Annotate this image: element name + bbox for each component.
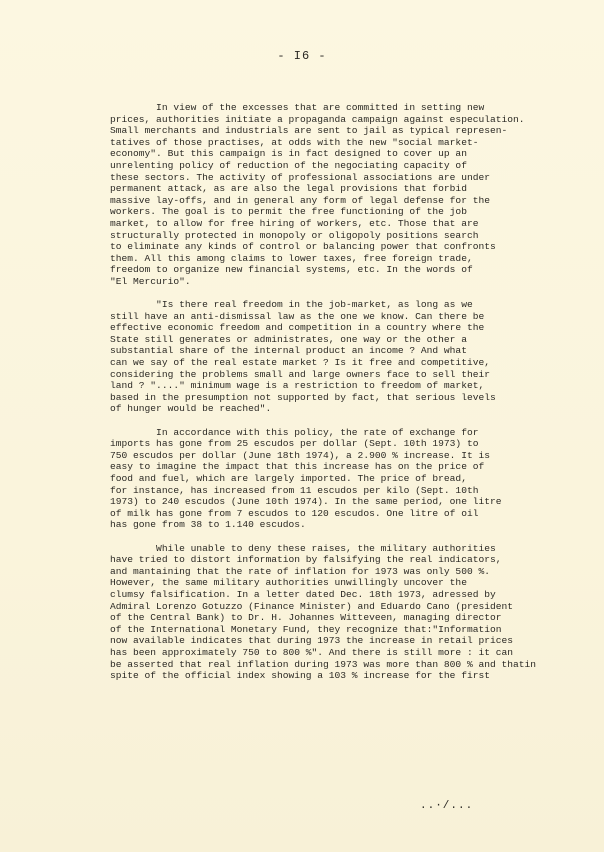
paragraph [110, 102, 550, 288]
text-line: be asserted that real inflation during 1973 was more than 800 % and thatin [110, 658, 537, 670]
text-line: have tried to distort information by falsifying the real indicators, [110, 554, 502, 566]
text-line: clumsy falsification. In a letter dated Dec. 18th 1973, adressed by [110, 588, 496, 600]
text-line: has been approximately 750 to 800 %". And there is still more : it can [110, 646, 514, 658]
text-line: economy". But this campaign is in fact designed to cover up an [110, 148, 467, 160]
text-line: can we say of the real estate market ? Is it free and competitive, [110, 357, 490, 369]
body-text [110, 102, 550, 693]
text-line: massive lay-offs, and in general any form of legal defense for the [110, 194, 490, 206]
text-line: these sectors. The activity of professional associations are under [110, 171, 490, 183]
text-line: food and fuel, which are largely imported. The price of bread, [110, 473, 467, 484]
text-line: for instance, has increased from 11 escudos per kilo (Sept. 10th [110, 484, 479, 496]
text-line: to eliminate any kinds of control or balancing power that confronts [110, 241, 496, 253]
text-line: structurally protected in monopoly or oligopoly positions search [110, 229, 479, 241]
text-line: State still generates or administrates, one way or the other a [110, 333, 467, 345]
text-line: effective economic freedom and competition in a country where the [110, 322, 485, 334]
text-line: land ? "...." minimum wage is a restriction to freedom of market, [110, 380, 485, 392]
page-number: - I6 - [277, 49, 327, 63]
text-line: and mantaining that the rate of inflation for 1973 was only 500 %. [110, 565, 490, 577]
text-line: spite of the official index showing a 103 % increase for the first [110, 670, 490, 682]
text-line: prices, authorities initiate a propaganda campaign against especulation. [110, 113, 525, 125]
paragraph [110, 299, 550, 415]
text-line: of the International Monetary Fund, they recognize that:"Information [110, 623, 502, 635]
text-line: substantial share of the internal product an income ? And what [110, 345, 467, 357]
continuation-marker: ..·/... [420, 800, 474, 812]
text-line: Small merchants and industrials are sent to jail as typical represen- [110, 125, 508, 137]
text-line: In view of the excesses that are committed in setting new [110, 102, 485, 113]
text-line: of hunger would be reached". [110, 403, 272, 415]
text-line: unrelenting policy of reduction of the negociating capacity of [110, 159, 467, 171]
text-line: 750 escudos per dollar (June 18th 1974), a 2.900 % increase. It is [110, 449, 490, 461]
text-line: freedom to organize new financial systems, etc. In the words of [110, 264, 473, 276]
text-line: However, the same military authorities unwillingly uncover the [110, 577, 467, 589]
text-line: In accordance with this policy, the rate of exchange for [110, 426, 479, 438]
text-line: "El Mercurio". [110, 275, 191, 287]
text-line: "Is there real freedom in the job-market, as long as we [110, 299, 473, 311]
text-line: 1973) to 240 escudos (June 10th 1974). In the same period, one litre [110, 496, 502, 508]
text-line: Admiral Lorenzo Gotuzzo (Finance Minister) and Eduardo Cano (president [110, 600, 514, 612]
text-line: workers. The goal is to permit the free functioning of the job [110, 206, 467, 218]
text-line: permanent attack, as are also the legal provisions that forbid [110, 183, 467, 195]
text-line: has gone from 38 to 1.140 escudos. [110, 519, 306, 531]
text-line: imports has gone from 25 escudos per dollar (Sept. 10th 1973) to [110, 438, 479, 450]
text-line: still have an anti-dismissal law as the one we know. Can there be [110, 310, 485, 322]
paragraph [110, 543, 550, 682]
text-line: of milk has gone from 7 escudos to 120 escudos. One litre of oil [110, 507, 479, 519]
text-line: considering the problems small and large owners face to sell their [110, 368, 490, 380]
text-line: tatives of those practises, at odds with the new "social market- [110, 136, 479, 148]
text-line: While unable to deny these raises, the military authorities [110, 542, 496, 554]
text-line: based in the presumption not supported by fact, that serious levels [110, 391, 496, 403]
paragraph [110, 427, 550, 531]
text-line: of the Central Bank) to Dr. H. Johannes Witteveen, managing director [110, 612, 502, 624]
text-line: them. All this among claims to lower taxes, free foreign trade, [110, 252, 473, 264]
text-line: easy to imagine the impact that this increase has on the price of [110, 461, 485, 473]
text-line: market, to allow for free hiring of workers, etc. Those that are [110, 217, 479, 229]
text-line: now available indicates that during 1973 the increase in retail prices [110, 635, 514, 647]
